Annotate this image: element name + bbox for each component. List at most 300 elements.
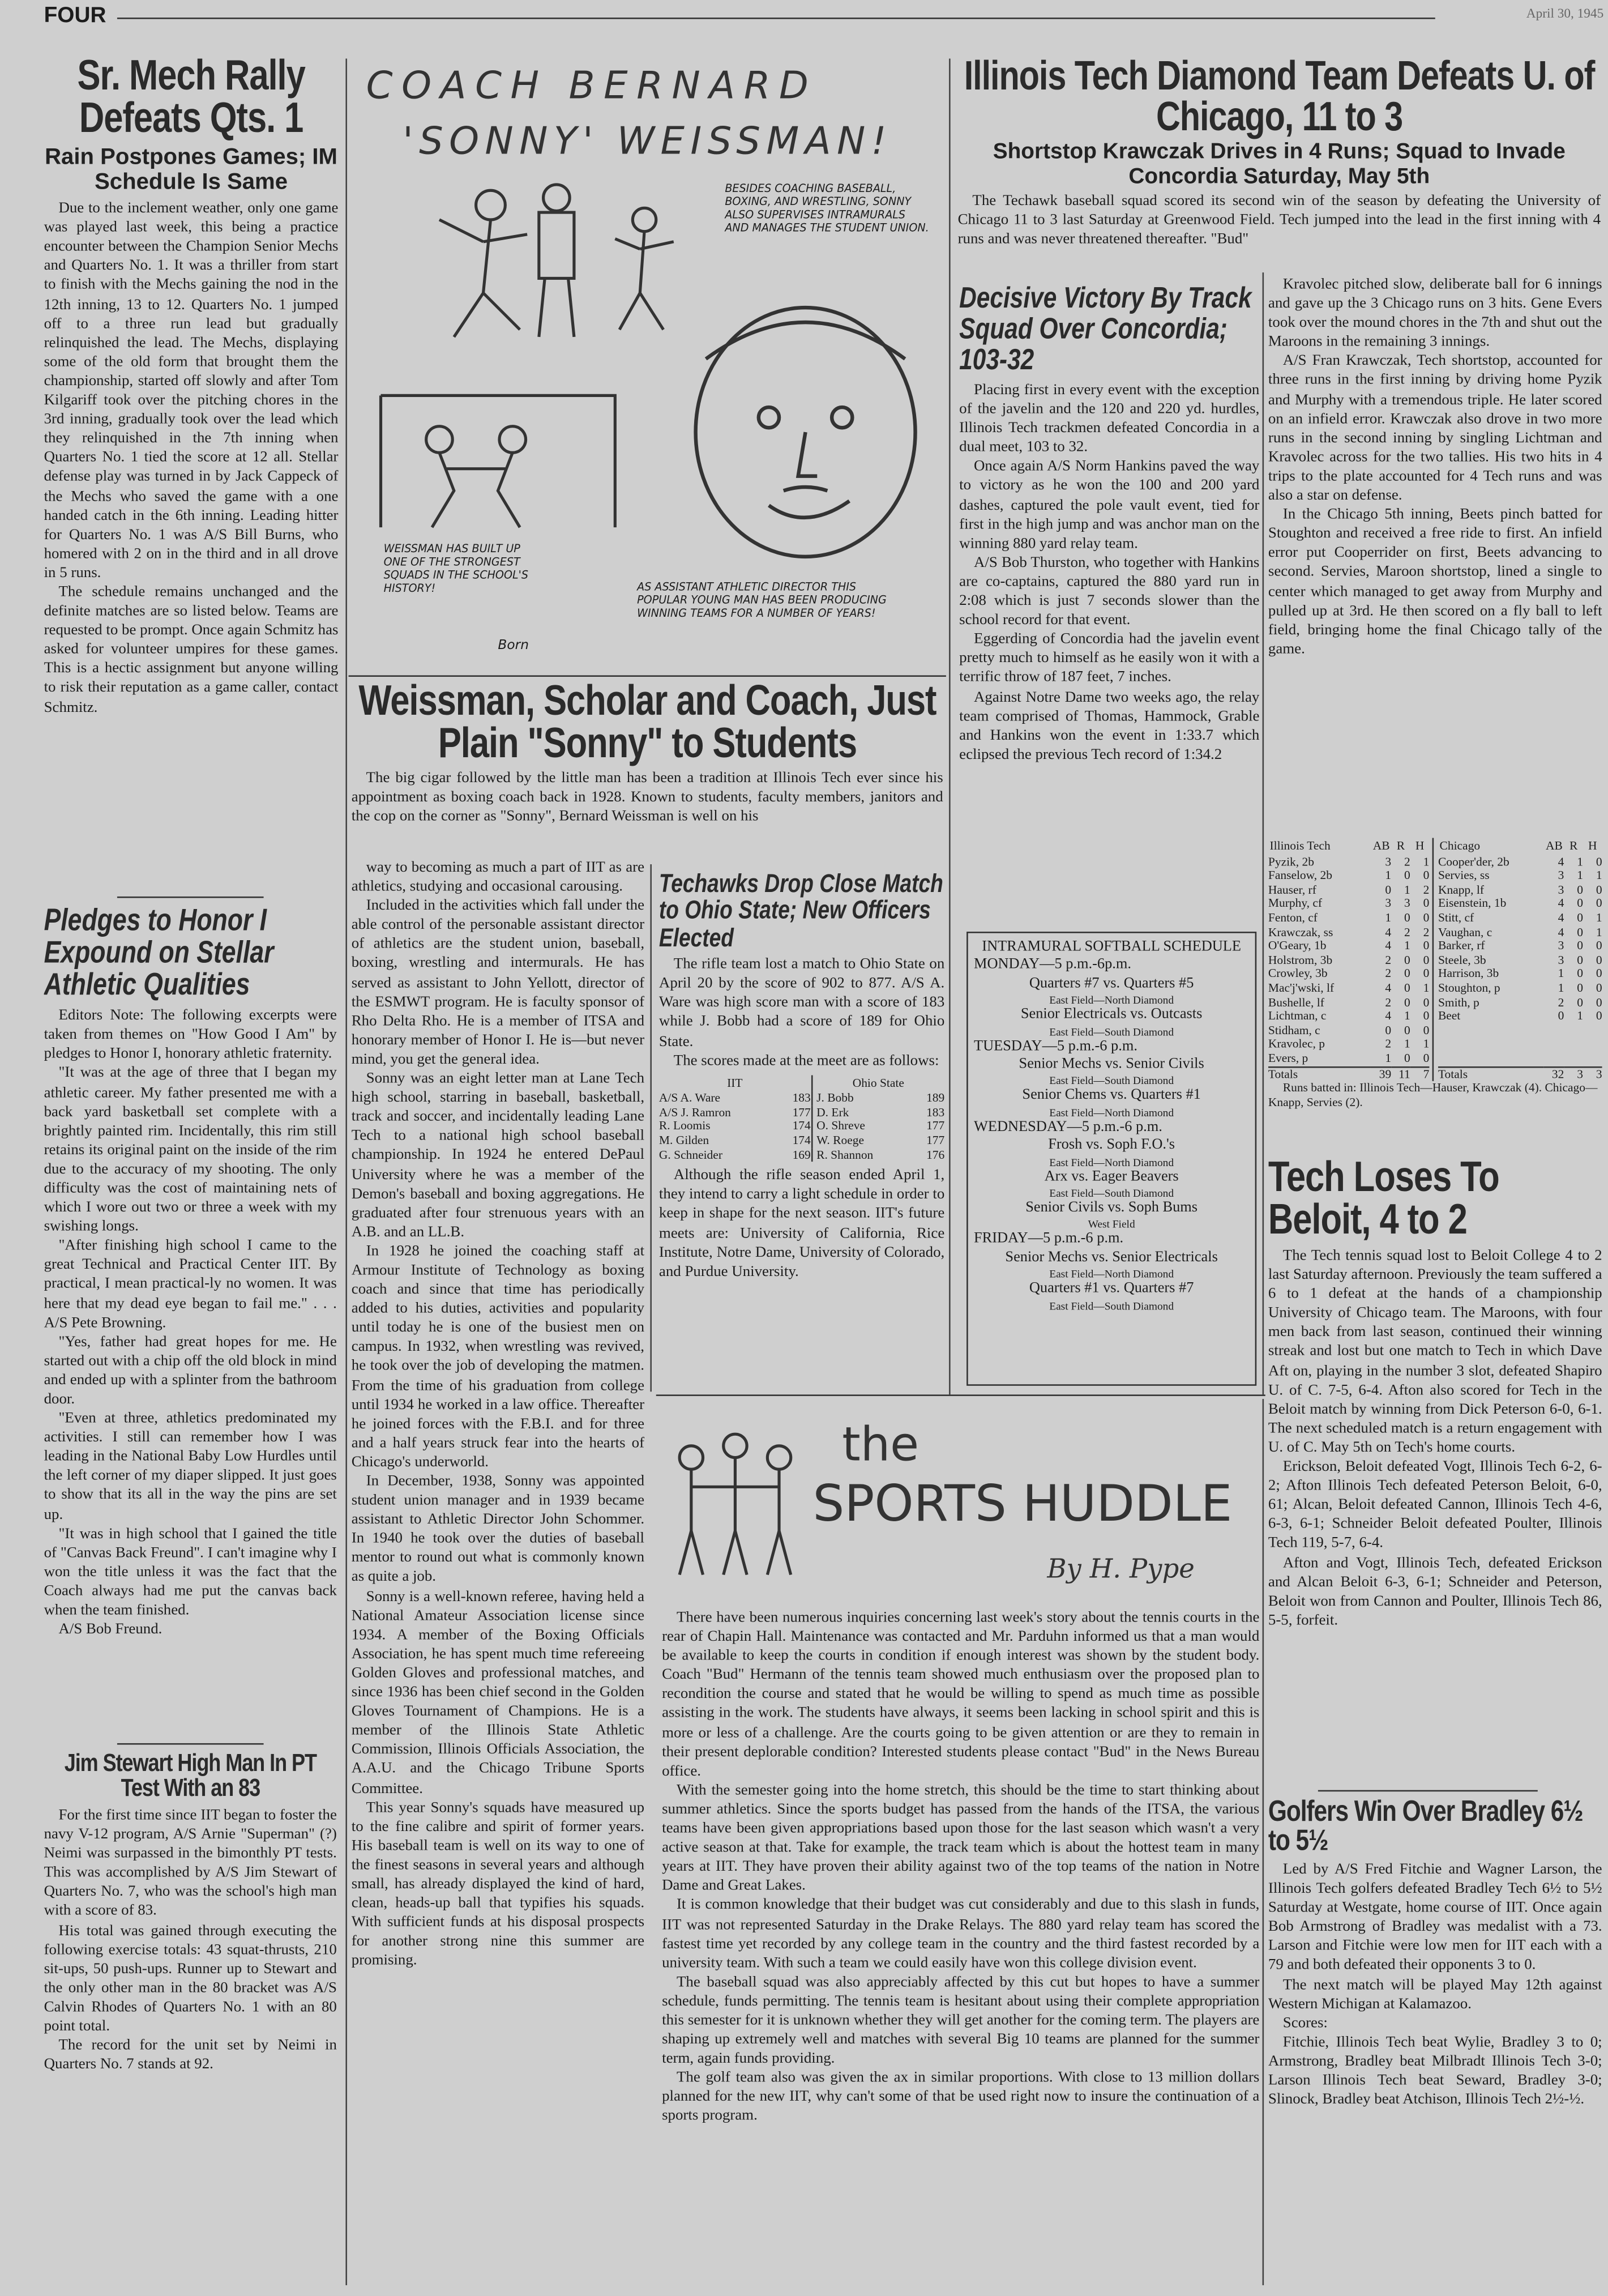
baseball-player-figure	[439, 185, 674, 337]
table-cell: Stoughton, p	[1438, 981, 1500, 995]
divider	[117, 1743, 264, 1745]
table-cell: 0	[1577, 883, 1584, 897]
table-cell: 4	[1558, 855, 1564, 868]
paragraph: Fitchie, Illinois Tech beat Wylie, Bradley 3 to 0; Armstrong, Bradley beat Milbradt Illinois Tech 3-0; Larson Illinois Tech beat Seward, Bradley 3-0; Slinock, Bradley beat Atchison, Illinois Tech 2½-½.	[1268, 2034, 1602, 2109]
paragraph: Once again A/S Norm Hankins paved the way to victory as he won the 100 and 200 yard dashes, captured the pole vault event, tied for first in the high jump and was anchor man on the winning 880 yard relay team.	[959, 459, 1260, 552]
schedule-day: TUESDAY—5 p.m.-6 p.m.	[974, 1038, 1137, 1055]
table-cell: 0	[1404, 1051, 1410, 1065]
chicago-player-row	[1438, 996, 1602, 1010]
table-cell: 2	[1385, 967, 1392, 981]
cartoon-caption-top: BESIDES COACHING BASEBALL, BOXING, AND WRESTLING, SONNY ALSO SUPERVISES INTRAMURALS AND MANAGES THE STUDENT UNION.	[725, 181, 929, 234]
table-cell: 4	[1385, 981, 1392, 995]
rifle-score-row	[659, 1092, 944, 1106]
table-cell: 1	[1404, 1009, 1410, 1023]
table-cell: 0	[1423, 911, 1430, 925]
table-cell: 1	[1596, 925, 1602, 938]
table-cell: 3	[1385, 855, 1392, 868]
pledges-body	[44, 1006, 337, 1737]
table-cell: A/S J. Ramron	[658, 1106, 731, 1119]
schedule-game: Senior Chems vs. Quarters #1	[1022, 1087, 1201, 1104]
table-cell: 0	[1404, 869, 1410, 882]
tech-player-row	[1268, 1038, 1430, 1052]
schedule-field: East Field—South Diamond	[1049, 1299, 1174, 1312]
table-cell: 0	[1423, 995, 1430, 1009]
table-cell: 0	[1423, 1023, 1430, 1037]
weissman-lead	[349, 769, 946, 856]
table-cell: 177	[792, 1106, 811, 1119]
huddle-body	[662, 1608, 1259, 2285]
table-cell: 0	[1423, 897, 1430, 911]
column-rule	[949, 58, 951, 1394]
weissman-headline: Weissman, Scholar and Coach, Just Plain "Sonny" to Students	[358, 681, 936, 768]
golf-body	[1268, 1860, 1602, 2285]
diamond-lead	[955, 192, 1603, 272]
table-cell: A/S A. Ware	[658, 1091, 721, 1105]
paragraph: Kravolec pitched slow, deliberate ball for 6 innings and gave up the 3 Chicago runs on 3 hits. Gene Evers took over the mound chores in the 7th and shut out the Maroons in the remaining 3 innings.	[1268, 276, 1602, 351]
table-cell: 183	[792, 1091, 811, 1105]
table-cell: 1	[1558, 981, 1564, 995]
table-cell: 2	[1385, 995, 1392, 1009]
table-cell: 2	[1423, 925, 1430, 938]
table-cell: 0	[1596, 939, 1602, 953]
tech-player-row	[1268, 981, 1430, 996]
table-cell: 1	[1577, 1009, 1584, 1023]
table-cell: 0	[1596, 967, 1602, 981]
schedule-game: Quarters #1 vs. Quarters #7	[1029, 1281, 1194, 1297]
diamond-lead-paragraph: The Techawk baseball squad scored its second win of the season by defeating the University of Chicago 11 to 3 last Saturday at Greenwood Field. Tech jumped into the lead in the first inning with 4 runs and was never threatened thereafter. "Bud"	[957, 193, 1601, 248]
table-cell: 4	[1558, 911, 1564, 925]
chicago-player-row	[1438, 869, 1602, 883]
rifle-score-row	[659, 1120, 944, 1134]
track-article	[959, 284, 1259, 926]
paragraph: Although the rifle season ended April 1, they intend to carry a light schedule in order to keep in shape for the next season. IIT's future meets are: University of California, Rice Institute, Notre Dame, University of Colorado, and Purdue University.	[658, 1168, 945, 1280]
divider	[1318, 1790, 1538, 1792]
divider	[349, 675, 946, 677]
table-cell: 189	[926, 1091, 945, 1105]
column-rule	[1263, 1399, 1264, 2285]
tech-player-row	[1268, 883, 1430, 897]
table-cell: 0	[1404, 1023, 1410, 1037]
table-cell: Fanselow, 2b	[1268, 869, 1332, 882]
pledges-headline: Pledges to Honor I Expound on Stellar Athletic Qualities	[44, 905, 274, 1002]
paragraph: Eggerding of Concordia had the javelin event pretty much to himself as he easily won it with a terrific throw of 187 feet, 7 inches.	[959, 631, 1260, 686]
track-body	[959, 381, 1259, 925]
chicago-total-ab: 32	[1551, 1067, 1564, 1081]
paragraph: His total was gained through executing the following exercise totals: 43 squat-thrusts, 210 sit-ups, 50 push-ups. Runner up to Stewart and the only other man in the 80 bracket was A/S Calvin Rhodes of Quarters No. 1 with an 80 point total.	[44, 1922, 337, 2035]
rifle-score-row	[659, 1148, 944, 1162]
weissman-article-head	[349, 681, 946, 856]
paragraph: Sonny is a well-known referee, having held a National Amateur Association license since 1934. A member of the Boxing Officials Association, he has spent much time refereeing Golden Gloves and professional matches, and since 1936 has been chief second in the Golden Gloves Tournament of Champions. He is a member of the Illinois State Athletic Commission, Illinois Officials Association, the A.A.U. and the Chicago Tribune Sports Committee.	[351, 1589, 645, 1797]
paragraph: Sonny was an eight letter man at Lane Tech high school, starring in baseball, basketball, track and soccer, and incidentally leading Lane Tech to a national high school baseball championship. In 1924 he entered DePaul University where he was a member of the Demon's baseball and boxing aggregations. He graduated after four strenuous years with an A.B. and an LL.B.	[351, 1070, 645, 1241]
mechs-headline: Sr. Mech Rally Defeats Qts. 1	[77, 56, 305, 142]
paragraph: A/S Bob Thurston, who together with Hankins are co-captains, captured the 880 yard run in 2:08 which is just 7 seconds slower than the school record for that event.	[959, 554, 1260, 629]
totals-label: Totals	[1438, 1067, 1468, 1081]
tech-player-row	[1268, 996, 1430, 1010]
table-cell: Murphy, cf	[1268, 897, 1323, 911]
paragraph: With the semester going into the home stretch, this should be the time to start thinking about summer athletics. Since the sports budget has passed from the hands of the ITSA, the various teams have been given appropriations based upon those for the last season which wasn't a very active season at that. Take for example, the track team which is about the hottest team in many years at IIT. They have proven their ability against two of the top teams of the nation in Notre Dame and Great Lakes.	[662, 1782, 1260, 1895]
rifle-team-ohio: Ohio State	[852, 1076, 904, 1090]
table-cell: 0	[1423, 1051, 1430, 1065]
table-cell: 0	[1404, 911, 1410, 925]
paragraph: A/S Fran Krawczak, Tech shortstop, accounted for three runs in the first inning by driving home Pyzik and Murphy with a tremendous triple. He later scored on an infield error. Krawczak also drove in two more runs in the second inning by singling Lichtman and Kravolec across for the two tallies. His two hits in 4 trips to the plate accounted for 4 Tech runs and was also a star on defense.	[1268, 353, 1602, 504]
col-h: H	[1415, 839, 1425, 853]
huddle-title-small: the	[842, 1416, 920, 1473]
paragraph: In the Chicago 5th inning, Beets pinch batted for Stoughton and received a free ride to first. An infield error put Cooperrider on first, Beets advancing to second. Servies, Maroon shortstop, lined a single to center which managed to get away from Murphy and pulled up at 3rd. He then scored on a fly ball to left field, bringing home the final Chicago tally of the game.	[1268, 507, 1602, 658]
schedule-day: WEDNESDAY—5 p.m.-6 p.m.	[974, 1119, 1162, 1136]
table-cell: 3	[1385, 897, 1392, 911]
schedule-game: Quarters #7 vs. Quarters #5	[1029, 975, 1194, 992]
table-cell: 3	[1404, 897, 1410, 911]
table-cell: 0	[1404, 981, 1410, 995]
table-cell: 2	[1423, 883, 1430, 897]
diamond-headline: Illinois Tech Diamond Team Defeats U. of Chicago, 11 to 3	[964, 56, 1595, 139]
table-cell: Steele, 3b	[1438, 953, 1486, 967]
chicago-total-r: 3	[1577, 1067, 1584, 1081]
runs-batted-in: Runs batted in: Illinois Tech—Hauser, Krawczak (4). Chicago—Knapp, Servies (2).	[1268, 1081, 1598, 1109]
table-cell: Evers, p	[1268, 1051, 1308, 1065]
softball-schedule-box	[966, 932, 1256, 1386]
mechs-subhead: Rain Postpones Games; IM Schedule Is Same	[45, 145, 337, 195]
stewart-headline: Jim Stewart High Man In PT Test With an 83	[64, 1750, 317, 1802]
box-team-tech: Illinois Tech	[1269, 839, 1331, 853]
table-cell: Stitt, cf	[1438, 911, 1474, 925]
tech-total-r: 11	[1399, 1067, 1410, 1081]
table-cell: 4	[1558, 925, 1564, 938]
sports-huddle-header	[659, 1399, 1259, 1604]
schedule-day: MONDAY—5 p.m.-6p.m.	[974, 957, 1131, 974]
cartoon-title-line2: 'SONNY' WEISSMAN!	[403, 120, 892, 164]
chicago-player-row	[1438, 967, 1602, 981]
table-cell: 0	[1577, 953, 1584, 967]
diamond-body	[1268, 275, 1602, 833]
schedule-field: East Field—South Diamond	[1049, 1025, 1174, 1038]
table-cell: 3	[1558, 869, 1564, 882]
table-cell: 0	[1423, 939, 1430, 953]
tennis-headline: Tech Loses To Beloit, 4 to 2	[1268, 1157, 1499, 1244]
table-cell: 0	[1596, 953, 1602, 967]
tech-player-row	[1268, 1052, 1430, 1066]
table-cell: Knapp, lf	[1438, 883, 1485, 897]
table-cell: Krawczak, ss	[1268, 925, 1333, 938]
paragraph: "Yes, father had great hopes for me. He started out with a chip off the old block in mind and ended up with a splinter from the bathroom door.	[44, 1334, 337, 1408]
tech-player-row	[1268, 967, 1430, 981]
issue-date: April 30, 1945	[1526, 6, 1604, 21]
table-cell: Smith, p	[1438, 995, 1479, 1009]
table-cell: M. Gilden	[658, 1134, 709, 1147]
table-cell: 0	[1404, 995, 1410, 1009]
paragraph: In December, 1938, Sonny was appointed student union manager and in 1939 became assistant to Athletic Director John Schommer. In 1940 he took over the duties of baseball mentor to round out what is commonly known as quite a job.	[351, 1474, 645, 1586]
table-cell: 2	[1385, 953, 1392, 967]
rifle-article	[659, 870, 944, 1392]
rifle-body	[659, 955, 944, 1070]
schedule-field: East Field—South Diamond	[1049, 1187, 1174, 1200]
table-cell: 1	[1385, 1051, 1392, 1065]
table-cell: 0	[1404, 967, 1410, 981]
paragraph: The golf team also was given the ax in similar proportions. With close to 13 million dollars planned for the new IIT, why can't some of that be used right now to insure the continuation of a sports program.	[662, 2070, 1260, 2125]
huddle-title: SPORTS HUDDLE	[812, 1475, 1233, 1534]
table-cell: 177	[926, 1134, 945, 1147]
table-cell: Crowley, 3b	[1268, 967, 1328, 981]
box-score	[1268, 838, 1602, 1154]
cartoon-caption-bottom: AS ASSISTANT ATHLETIC DIRECTOR THIS POPULAR YOUNG MAN HAS BEEN PRODUCING WINNING TEAMS FOR A NUMBER OF YEARS!	[637, 580, 887, 620]
table-cell: 1	[1385, 869, 1392, 882]
paragraph: There have been numerous inquiries concerning last week's story about the tennis courts in the rear of Chapin Hall. Maintenance was contacted and Mr. Parduhn informed us that a man would be available to keep the courts in condition if enough interest was shown by the student body. Coach "Bud" Hermann of the tennis team showed much enthusiasm over the proposed plan to recondition the course and stated that he would be willing to spend as much time as possible assisting in the work. The students have always, it seems been lacking in school spirit and this is more or less of a challenge. Are the courts going to be given attention or are they to remain in their present deplorable condition? Interested students please contact "Bud" in the News Bureau office.	[662, 1610, 1260, 1779]
schedule-field: West Field	[1088, 1218, 1135, 1231]
paragraph: The record for the unit set by Neimi in Quarters No. 7 stands at 92.	[44, 2038, 337, 2073]
table-cell: W. Roege	[816, 1134, 864, 1147]
box-team-chicago: Chicago	[1439, 839, 1481, 853]
table-cell: G. Schneider	[658, 1147, 722, 1162]
table-cell: J. Bobb	[816, 1091, 854, 1105]
tech-player-row	[1268, 855, 1430, 869]
stewart-body	[44, 1806, 337, 2285]
schedule-field: East Field—South Diamond	[1049, 1074, 1174, 1088]
paragraph: This year Sonny's squads have measured up to the fine calibre and spirit of former years. His baseball team is well on its way to one of the finest seasons in several years and although small, has already displayed the kind of hard, clean, heads-up ball that typifies his squads. With sufficient funds at his disposal prospects for another strong nine this summer are promising.	[351, 1799, 645, 1970]
col-r: R	[1569, 839, 1578, 853]
cartoon-artist-signature: Born	[498, 638, 529, 654]
table-cell: 0	[1596, 897, 1602, 911]
weissman-lead-paragraph: The big cigar followed by the little man has been a tradition at Illinois Tech ever since his appointment as boxing coach back in 1928. Known to students, faculty members, janitors and the cop on the corner as "Sonny", Bernard Weissman is well on his	[351, 770, 943, 825]
table-cell: Vaughan, c	[1438, 925, 1492, 938]
divider	[656, 1394, 1265, 1396]
table-cell: 1	[1404, 939, 1410, 953]
table-cell: 177	[926, 1120, 945, 1133]
mechs-article	[41, 56, 341, 890]
chicago-total-h: 3	[1596, 1067, 1602, 1081]
track-headline: Decisive Victory By Track Squad Over Concordia; 103-32	[959, 284, 1252, 377]
boxing-ring	[380, 395, 615, 527]
schedule-game: Senior Electricals vs. Outcasts	[1020, 1006, 1203, 1023]
paragraph: "It was in high school that I gained the title of "Canvas Back Freund". I can't imagine why I won the title unless it was the fact that the Coach always had me put the canvas back when the team finished.	[44, 1526, 337, 1619]
table-cell: 1	[1423, 1038, 1430, 1051]
paragraph: Placing first in every event with the exception of the javelin and the 120 and 220 yd. hurdles, Illinois Tech trackmen defeated Concordia in a dual meet, 103 to 32.	[959, 382, 1260, 456]
mechs-body	[41, 199, 341, 891]
paragraph: Scores:	[1282, 2015, 1328, 2032]
paragraph: Led by A/S Fred Fitchie and Wagner Larson, the Illinois Tech golfers defeated Bradley Tech 6½ to 5½ Saturday at Westgate, home course of IIT. Once again Bob Armstrong of Bradley was medalist with a 73. Larson and Fitchie were low men for IIT each with a 79 and both defeated their opponents 3 to 0.	[1268, 1862, 1602, 1974]
table-cell: 0	[1404, 953, 1410, 967]
tennis-body	[1268, 1247, 1602, 1787]
table-cell: 0	[1385, 1023, 1392, 1037]
table-cell: 0	[1596, 981, 1602, 995]
table-cell: 2	[1404, 925, 1410, 938]
col-ab: AB	[1372, 839, 1390, 853]
table-cell: 3	[1558, 953, 1564, 967]
table-cell: O. Shreve	[816, 1120, 865, 1133]
table-cell: 0	[1385, 883, 1392, 897]
table-cell: 4	[1558, 897, 1564, 911]
table-cell: 0	[1558, 1009, 1564, 1023]
softball-lines	[974, 957, 1249, 1312]
cartoon-title-line1: COACH BERNARD	[366, 64, 818, 109]
tech-player-row	[1268, 925, 1430, 940]
table-cell: Stidham, c	[1268, 1023, 1320, 1037]
tech-player-row	[1268, 939, 1430, 953]
paragraph: For the first time since IIT began to foster the navy V-12 program, A/S Arnie "Superman" (?) Neimi was surpassed in the bimonthly PT tests. This was accomplished by A/S Jim Stewart of Quarters No. 7, who was the school's high man with a score of 83.	[44, 1807, 337, 1920]
table-cell: 169	[792, 1147, 811, 1162]
weissman-portrait	[696, 308, 916, 557]
rifle-body-after	[659, 1167, 944, 1392]
table-cell: 1	[1577, 855, 1584, 868]
table-cell: O'Geary, 1b	[1268, 939, 1327, 953]
table-cell: Eisenstein, 1b	[1438, 897, 1507, 911]
table-cell: 174	[792, 1134, 811, 1147]
cartoon-caption-left: WEISSMAN HAS BUILT UP ONE OF THE STRONGEST SQUADS IN THE SCHOOL'S HISTORY!	[383, 542, 529, 595]
tech-player-row	[1268, 897, 1430, 911]
table-cell: 1	[1423, 855, 1430, 868]
table-cell: 174	[792, 1120, 811, 1133]
paragraph: "It was at the age of three that I began my athletic career. My father presented me with a back yard basketball set complete with a brightly painted rim. Incidentally, this rim still retains its original paint on the inside of the rim due to the accuracy of my shooting. The only difficulty was the cost of maintaining nets of which I wore out two or three a week with my swishing longs.	[44, 1065, 337, 1235]
paragraph: The scores made at the meet are as follows:	[673, 1052, 939, 1069]
paragraph: The Tech tennis squad lost to Beloit College 4 to 2 last Saturday afternoon. Previously the team suffered a 6 to 1 defeat at the hands of a championship University of Chicago team. The Maroons, with four men back from last season, continued their winning streak and lost but one match to Tech in which Dave Aft on, playing in the number 3 slot, defeated Shapiro U. of C. 7-5, 6-4. Afton also scored for Tech in the Beloit match by winning from Dick Peterson 6-0, 6-1. The next scheduled match is a return engagement with U. of C. May 5th on Tech's home courts.	[1268, 1248, 1602, 1456]
chicago-player-row	[1438, 883, 1602, 897]
table-cell: 0	[1577, 939, 1584, 953]
table-cell: 4	[1385, 939, 1392, 953]
table-cell: D. Erk	[816, 1106, 849, 1119]
schedule-day: FRIDAY—5 p.m.-6 p.m.	[974, 1231, 1124, 1248]
table-cell: 176	[926, 1147, 945, 1162]
table-cell: Harrison, 3b	[1438, 967, 1499, 981]
chicago-player-row	[1438, 939, 1602, 953]
totals-label: Totals	[1268, 1067, 1298, 1081]
table-cell: 0	[1577, 925, 1584, 938]
table-cell: Beet	[1438, 1009, 1461, 1023]
table-cell: 0	[1596, 855, 1602, 868]
schedule-field: East Field—North Diamond	[1049, 1106, 1174, 1119]
table-cell: 0	[1596, 1009, 1602, 1023]
chicago-player-row	[1438, 953, 1602, 967]
golf-headline: Golfers Win Over Bradley 6½ to 5½	[1268, 1797, 1583, 1858]
golf-article	[1268, 1798, 1602, 2285]
page-number: FOUR	[44, 3, 106, 28]
chicago-player-row	[1438, 897, 1602, 911]
tech-player-row	[1268, 1023, 1430, 1038]
table-cell: 1	[1404, 1038, 1410, 1051]
tech-player-row	[1268, 869, 1430, 883]
schedule-field: East Field—North Diamond	[1049, 1155, 1174, 1169]
pledges-article	[44, 905, 337, 1737]
paragraph: Due to the inclement weather, only one game was played last week, this being a practice encounter between the Champion Senior Mechs and Quarters No. 1. It was a thriller from start to finish with the Mechs gaining the nod in the 12th inning, 13 to 12. Quarters No. 1 jumped off to a three run lead but gradually relinquished the lead. The Mechs, displaying some of the old form that brought them the championship, started off slowly and after Tom Kilgariff took over the pitching chores in the 3rd inning, gradually took over the lead which they relinquished in the 7th inning when Quarters No. 1 tied the score at 12 all. Stellar defense play was turned in by Jack Cappeck of the Mechs who saved the game with a one handed catch in the 6th inning. Leading hitter for Quarters No. 1 was A/S Bill Burns, who homered with 2 on in the third and in all drove in 5 runs.	[44, 200, 339, 582]
chicago-player-row	[1438, 855, 1602, 869]
table-cell: 0	[1423, 1009, 1430, 1023]
rifle-team-iit: IIT	[659, 1075, 811, 1092]
tennis-article	[1268, 1157, 1602, 1787]
table-cell: 1	[1558, 967, 1564, 981]
rifle-score-row	[659, 1106, 944, 1120]
paragraph: Afton and Vogt, Illinois Tech, defeated Erickson and Alcan Beloit 6-3, 6-1; Schneider and Peterson, Beloit won from Cannon and Poulter, Illinois Tech 86, 5-5, forfeit.	[1268, 1555, 1602, 1629]
tech-player-row	[1268, 911, 1430, 925]
softball-title: INTRAMURAL SOFTBALL SCHEDULE	[982, 938, 1242, 955]
table-cell: 4	[1385, 925, 1392, 938]
chicago-player-row	[1438, 981, 1602, 996]
paragraph: "Even at three, athletics predominated my activities. I still can remember how I was leading in the National Baby Low Hurdles until the left corner of my diaper slipped. It just goes to show that its all in the way the pins are set up.	[44, 1411, 337, 1523]
table-cell: Mac'j'wski, lf	[1268, 981, 1335, 995]
paragraph: The next match will be played May 12th against Western Michigan at Kalamazoo.	[1268, 1977, 1602, 2012]
schedule-game: Senior Mechs vs. Senior Civils	[1019, 1056, 1204, 1073]
paragraph: way to becoming as much a part of IIT as are athletics, studying and occasional carousing.	[351, 860, 645, 895]
table-cell: 0	[1596, 883, 1602, 897]
table-cell: Bushelle, lf	[1268, 995, 1324, 1009]
table-cell: Pyzik, 2b	[1268, 855, 1315, 868]
weissman-body	[352, 859, 644, 2285]
chicago-player-row	[1438, 1009, 1602, 1023]
table-cell: 0	[1577, 911, 1584, 925]
table-cell: 0	[1577, 981, 1584, 995]
col-r: R	[1396, 839, 1405, 853]
table-cell: Hauser, rf	[1268, 883, 1316, 897]
paragraph: The schedule remains unchanged and the definite matches are so listed below. Teams are requested to be prompt. Once again Schmitz has asked for volunteer umpires for these games. This is a hectic assignment but anyone willing to risk their reputation as a game caller, contact Schmitz.	[44, 584, 339, 716]
diamond-article-head	[955, 56, 1603, 272]
wrestlers-figure	[426, 426, 526, 527]
tech-total-h: 7	[1423, 1067, 1430, 1081]
table-cell: 0	[1596, 995, 1602, 1009]
table-cell: 0	[1423, 869, 1430, 882]
column-rule	[345, 58, 347, 2285]
table-cell: Lichtman, c	[1268, 1009, 1327, 1023]
column-rule	[650, 864, 652, 1392]
rifle-headline: Techawks Drop Close Match to Ohio State; New Officers Elected	[658, 870, 943, 952]
paragraph: "After finishing high school I came to the great Technical and Practical Center IIT. By practical, I mean practical-ly no women. It was here that my dead eye began to fail me." . . . A/S Pete Browning.	[44, 1238, 337, 1331]
schedule-field: East Field—North Diamond	[1049, 1268, 1174, 1281]
table-cell: Kravolec, p	[1268, 1038, 1325, 1051]
paragraph: Against Notre Dame two weeks ago, the relay team comprised of Thomas, Hammock, Grable and Hankins won the event in 1:33.7 which eclipsed the previous Tech record of 1:34.2	[959, 689, 1260, 763]
table-cell: 2	[1404, 855, 1410, 868]
table-cell: Cooper'der, 2b	[1438, 855, 1509, 868]
schedule-field: East Field—North Diamond	[1049, 993, 1174, 1007]
table-cell: 0	[1423, 967, 1430, 981]
table-cell: 2	[1558, 995, 1564, 1009]
rifle-score-row	[659, 1134, 944, 1148]
table-cell: 1	[1404, 883, 1410, 897]
paragraph: Included in the activities which fall under the able control of the personable assistant director of athletics are the student union, baseball, boxing, wrestling and intermurals. He has served as assistant to John Yellott, director of the ESMWT program. He is faculty sponsor of Rho Delta Rho. He is a member of ITSA and honorary member of Honor I. He is—but never mind, you get the general idea.	[351, 898, 645, 1068]
table-cell: 1	[1385, 911, 1392, 925]
paragraph: The baseball squad was also appreciably affected by this cut but hopes to have a summer schedule, funds permitting. The tennis team is hesitant about using their complete appropriation this semester for it is unknown whether they will get another for the coming term. The players are shaping up extremely well and matches with several Big 10 teams are planned for the summer term, again funds providing.	[662, 1974, 1260, 2067]
table-cell: 0	[1577, 995, 1584, 1009]
paragraph: It is common knowledge that their budget was cut considerably and due to this slash in funds, IIT was not represented Saturday in the Drake Relays. The 880 yard relay team has scored the fastest time yet recorded by any college team in the country and the third fastest recorded by a university team. With such a team we could easily have won this college division event.	[662, 1897, 1260, 1971]
table-cell: R. Shannon	[816, 1147, 874, 1162]
stewart-article	[44, 1751, 337, 2285]
col-h: H	[1588, 839, 1597, 853]
paragraph: Editors Note: The following excerpts were taken from themes on "How Good I Am" by pledges to Honor I, honorary athletic fraternity.	[44, 1008, 337, 1063]
schedule-game: Senior Mechs vs. Senior Electricals	[1005, 1249, 1218, 1266]
paragraph: A/S Bob Freund.	[58, 1621, 162, 1638]
table-cell: 1	[1596, 869, 1602, 882]
masthead-rule	[117, 18, 1435, 19]
table-cell: 183	[926, 1106, 945, 1119]
table-cell: 0	[1577, 967, 1584, 981]
diamond-subhead: Shortstop Krawczak Drives in 4 Runs; Squad to Invade Concordia Saturday, May 5th	[993, 139, 1566, 189]
paragraph: The rifle team lost a match to Ohio State on April 20 by the score of 902 to 877. A/S A. Ware was high score man with a score of 183 while J. Bobb had a score of 189 for Ohio State.	[658, 957, 945, 1050]
weissman-cartoon	[352, 58, 945, 673]
table-cell: 4	[1385, 1009, 1392, 1023]
chicago-player-row	[1438, 911, 1602, 925]
paragraph: In 1928 he joined the coaching staff at Armour Institute of Technology as boxing coach and since that time has periodically added to his duties, activities and popularity until today he is one of the busiest men on campus. In 1932, when wrestling was revived, he took over the job of developing the matmen. From the time of his graduation from college until 1934 he worked in a law office. Thereafter he joined forces with the F.B.I. and for three and a half years struck fear into the hearts of Chicago's underworld.	[351, 1243, 645, 1471]
table-cell: Fenton, cf	[1268, 911, 1318, 925]
schedule-game: Arx vs. Eager Beavers	[1044, 1168, 1179, 1185]
col-ab: AB	[1545, 839, 1563, 853]
table-cell: Holstrom, 3b	[1268, 953, 1333, 967]
chicago-player-row	[1438, 925, 1602, 940]
table-cell: 3	[1558, 883, 1564, 897]
table-cell: 1	[1423, 981, 1430, 995]
table-cell: 2	[1385, 1038, 1392, 1051]
divider	[117, 897, 264, 898]
table-cell: 3	[1558, 939, 1564, 953]
tech-player-row	[1268, 953, 1430, 967]
rifle-scores-table	[659, 1075, 944, 1162]
schedule-game: Frosh vs. Soph F.O.'s	[1048, 1137, 1175, 1154]
tech-player-row	[1268, 1009, 1430, 1023]
table-cell: Barker, rf	[1438, 939, 1485, 953]
